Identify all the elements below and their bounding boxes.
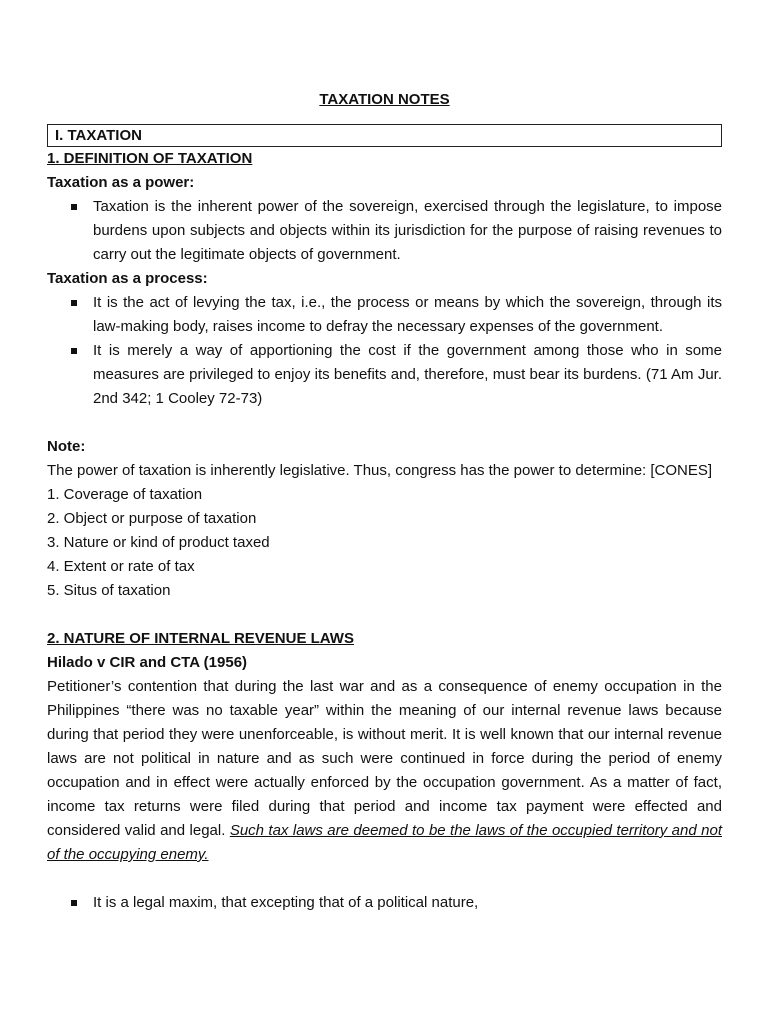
list-item: 1. Coverage of taxation: [47, 486, 203, 503]
heading-definition-of-taxation: 1. DEFINITION OF TAXATION: [47, 150, 253, 167]
case-text: Petitioner’s contention that during the last war and as a consequence of enemy occupation in the Philippines “there was no taxable year” within the meaning of our internal revenue laws because during that period they were unenforceable, is without merit. It is well known that our internal revenue laws are not political in nature and as such were continued in force during the period of enemy occupation and in effect were actually enforced by the occupation government. As a matter of fact, income tax returns were filed during that period and income tax payment were effected and considered valid and legal.: [47, 678, 722, 839]
bullet-text: Taxation is the inherent power of the sovereign, exercised through the legislature, to impose burdens upon subjects and objects within its jurisdiction for the purpose of raising revenues to carry out the legitimate objects of government.: [93, 198, 722, 263]
heading-note: Note:: [47, 438, 86, 455]
list-item: [47, 339, 722, 411]
square-bullet-icon: [71, 348, 77, 354]
spacer: [47, 603, 722, 627]
square-bullet-icon: [71, 204, 77, 210]
list-item: 3. Nature or kind of product taxed: [47, 534, 270, 551]
heading-taxation-as-process: Taxation as a process:: [47, 270, 208, 287]
maxim-bullet-list: [47, 891, 722, 915]
list-item: 5. Situs of taxation: [47, 582, 171, 599]
case-paragraph: [47, 675, 722, 867]
spacer: [47, 411, 722, 435]
list-item: [47, 291, 722, 339]
list-item: [47, 195, 722, 267]
square-bullet-icon: [71, 900, 77, 906]
heading-nature-of-internal-revenue-laws: 2. NATURE OF INTERNAL REVENUE LAWS: [47, 630, 354, 647]
cones-list: [47, 483, 722, 603]
section-box-taxation: I. TAXATION: [47, 124, 722, 147]
list-item: 4. Extent or rate of tax: [47, 558, 195, 575]
spacer: [47, 867, 722, 891]
document-title: TAXATION NOTES: [319, 91, 450, 108]
power-bullet-list: [47, 195, 722, 267]
note-text: The power of taxation is inherently legislative. Thus, congress has the power to determine: [CONES]: [47, 462, 713, 479]
bullet-text: It is merely a way of apportioning the cost if the government among those who in some measures are privileged to enjoy its benefits and, therefore, must bear its burdens. (71 Am Jur. 2nd 342; 1 Cooley 72-73): [93, 342, 722, 407]
bullet-text: It is a legal maxim, that excepting that of a political nature,: [93, 894, 479, 911]
list-item: 2. Object or purpose of taxation: [47, 510, 257, 527]
document-page: [47, 88, 722, 915]
bullet-text: It is the act of levying the tax, i.e., the process or means by which the sovereign, through its law-making body, raises income to defray the necessary expenses of the government.: [93, 294, 722, 335]
case-emphasis: Such tax laws are deemed to be the laws of the occupied territory and not of the occupying enemy.: [47, 822, 722, 863]
process-bullet-list: [47, 291, 722, 411]
heading-taxation-as-power: Taxation as a power:: [47, 174, 195, 191]
list-item: [47, 891, 722, 915]
case-title: Hilado v CIR and CTA (1956): [47, 654, 248, 671]
square-bullet-icon: [71, 300, 77, 306]
